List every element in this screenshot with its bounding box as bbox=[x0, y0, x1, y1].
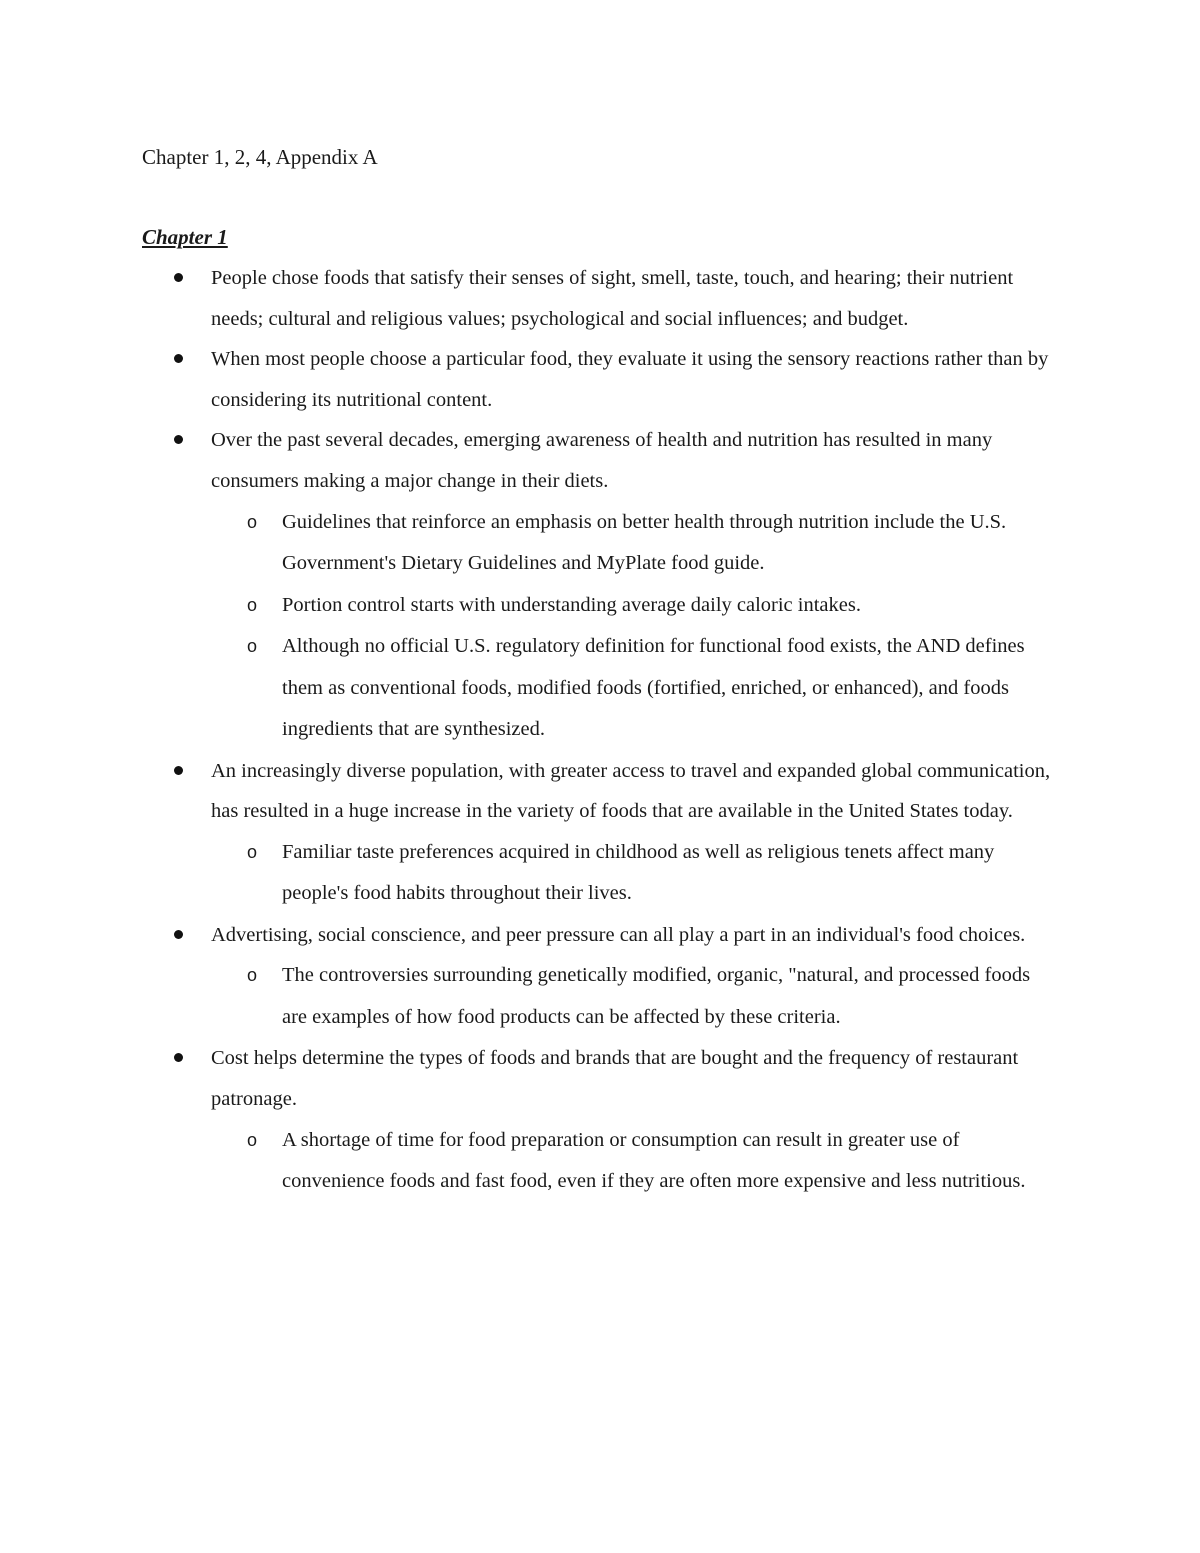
bullet-icon bbox=[174, 930, 183, 939]
content bbox=[0, 258, 1200, 1203]
bullet-icon bbox=[174, 273, 183, 282]
sub-bullet-list bbox=[211, 502, 1056, 751]
bullet-icon bbox=[174, 1053, 183, 1062]
bullet-icon bbox=[174, 354, 183, 363]
sub-bullet-list bbox=[211, 955, 1056, 1038]
bullet-text: An increasingly diverse population, with greater access to travel and expanded global communication, has resulted in a huge increase in the variety of foods that are available in the United States today. bbox=[211, 759, 1051, 823]
sub-bullet-item bbox=[0, 585, 1052, 627]
circle-bullet-icon: o bbox=[247, 965, 258, 986]
sub-bullet-item bbox=[0, 1120, 1052, 1203]
bullet-item bbox=[0, 420, 1056, 750]
bullet-icon bbox=[174, 435, 183, 444]
bullet-text: Over the past several decades, emerging awareness of health and nutrition has resulted in many consumers making a major change in their diets. bbox=[211, 429, 993, 492]
bullet-list bbox=[0, 258, 1200, 1203]
sub-bullet-text: The controversies surrounding genetically modified, organic, "natural, and processed foods are examples of how food products can be affected by these criteria. bbox=[282, 964, 1031, 1028]
bullet-item bbox=[0, 751, 1056, 915]
sub-bullet-text: Familiar taste preferences acquired in childhood as well as religious tenets affect many people's food habits throughout their lives. bbox=[282, 840, 995, 905]
sub-bullet-list bbox=[211, 832, 1056, 915]
bullet-text: People chose foods that satisfy their senses of sight, smell, taste, touch, and hearing; their nutrient needs; cultural and religious values; psychological and social influences; and budget. bbox=[211, 267, 1014, 330]
bullet-item bbox=[0, 1038, 1056, 1202]
circle-bullet-icon: o bbox=[247, 511, 258, 532]
sub-bullet-text: Although no official U.S. regulatory definition for functional food exists, the AND defines them as conventional foods, modified foods (fortified, enriched, or enhanced), and foods ingredients that are synthesized. bbox=[282, 635, 1025, 741]
bullet-item bbox=[0, 915, 1056, 1039]
circle-bullet-icon: o bbox=[247, 636, 258, 657]
sub-bullet-item bbox=[0, 502, 1052, 585]
bullet-item bbox=[0, 258, 1056, 339]
sub-bullet-list bbox=[211, 1120, 1056, 1203]
bullet-icon bbox=[174, 766, 183, 775]
sub-bullet-item bbox=[0, 626, 1052, 751]
sub-bullet-text: Guidelines that reinforce an emphasis on better health through nutrition include the U.S. Government's Dietary Guidelines and MyPlate food guide. bbox=[282, 510, 1007, 575]
document-subtitle: Chapter 1, 2, 4, Appendix A bbox=[142, 145, 378, 169]
sub-bullet-text: A shortage of time for food preparation or consumption can result in greater use of convenience foods and fast food, even if they are often more expensive and less nutritious. bbox=[282, 1128, 1026, 1193]
sub-bullet-text: Portion control starts with understanding average daily caloric intakes. bbox=[282, 593, 861, 616]
bullet-text: Advertising, social conscience, and peer pressure can all play a part in an individual's food choices. bbox=[211, 923, 1026, 946]
circle-bullet-icon: o bbox=[247, 594, 258, 615]
section-heading: Chapter 1 bbox=[142, 225, 228, 249]
sub-bullet-item bbox=[0, 955, 1052, 1038]
bullet-text: Cost helps determine the types of foods and brands that are bought and the frequency of restaurant patronage. bbox=[211, 1047, 1019, 1110]
circle-bullet-icon: o bbox=[247, 841, 258, 862]
bullet-item bbox=[0, 339, 1056, 420]
bullet-text: When most people choose a particular food, they evaluate it using the sensory reactions rather than by considering its nutritional content. bbox=[211, 348, 1049, 411]
sub-bullet-item bbox=[0, 832, 1052, 915]
circle-bullet-icon: o bbox=[247, 1129, 258, 1150]
